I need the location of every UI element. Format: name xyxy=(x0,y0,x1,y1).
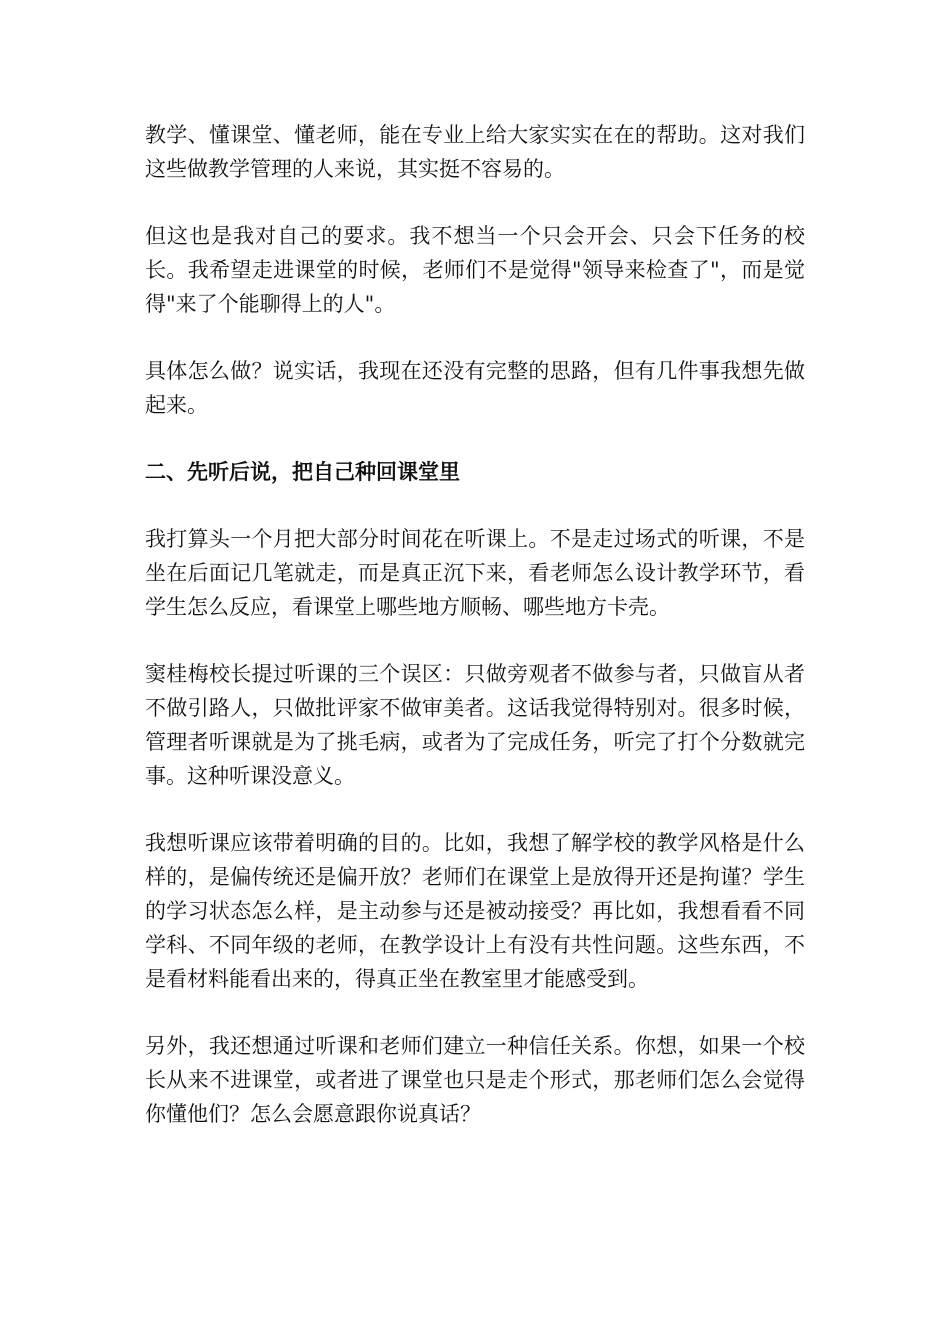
paragraph-3: 具体怎么做？说实话，我现在还没有完整的思路，但有几件事我想先做起来。 xyxy=(145,359,805,417)
paragraph-1: 教学、懂课堂、懂老师，能在专业上给大家实实在在的帮助。这对我们这些做教学管理的人来说，其实挺不容易的。 xyxy=(145,123,805,181)
document-body xyxy=(145,118,805,1164)
paragraph-5: 窦桂梅校长提过听课的三个误区：只做旁观者不做参与者，只做盲从者不做引路人，只做批评家不做审美者。这话我觉得特别对。很多时候，管理者听课就是为了挑毛病，或者为了完成任务，听完了打个分数就完事。这种听课没意义。 xyxy=(145,662,805,788)
paragraph-2: 但这也是我对自己的要求。我不想当一个只会开会、只会下任务的校长。我希望走进课堂的时候，老师们不是觉得"领导来检查了"，而是觉得"来了个能聊得上的人"。 xyxy=(145,224,805,316)
section-heading: 二、先听后说，把自己种回课堂里 xyxy=(145,460,460,484)
paragraph-6: 我想听课应该带着明确的目的。比如，我想了解学校的教学风格是什么样的，是偏传统还是偏开放？老师们在课堂上是放得开还是拘谨？学生的学习状态怎么样，是主动参与还是被动接受？再比如，我想看看不同学科、不同年级的老师，在教学设计上有没有共性问题。这些东西，不是看材料能看出来的，得真正坐在教室里才能感受到。 xyxy=(145,831,805,991)
paragraph-7: 另外，我还想通过听课和老师们建立一种信任关系。你想，如果一个校长从来不进课堂，或者进了课堂也只是走个形式，那老师们怎么会觉得你懂他们？怎么会愿意跟你说真话？ xyxy=(145,1034,805,1126)
paragraph-4: 我打算头一个月把大部分时间花在听课上。不是走过场式的听课，不是坐在后面记几笔就走，而是真正沉下来，看老师怎么设计教学环节，看学生怎么反应，看课堂上哪些地方顺畅、哪些地方卡壳。 xyxy=(145,527,805,619)
